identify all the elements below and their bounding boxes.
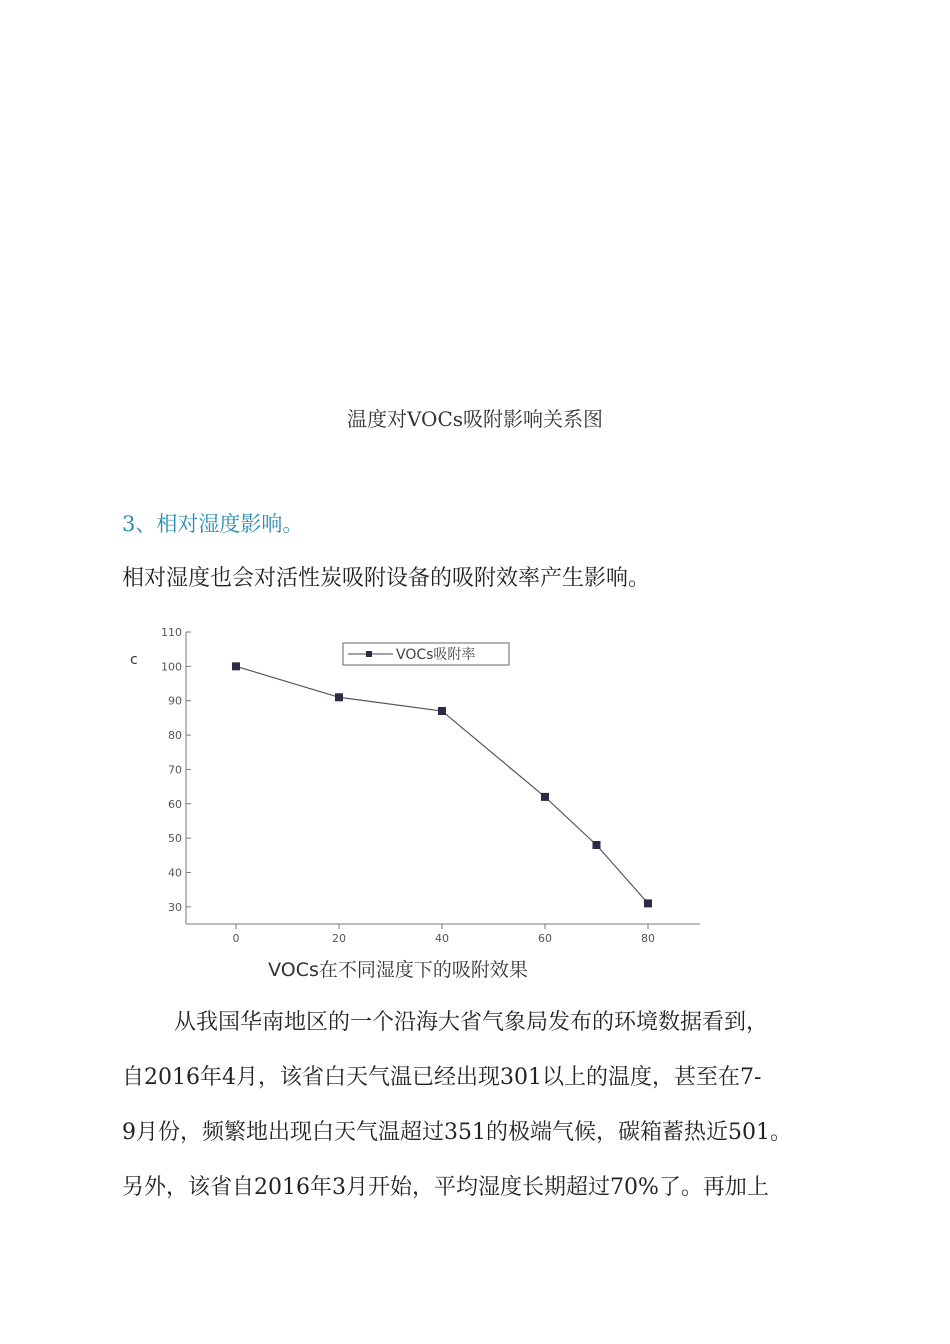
data-point xyxy=(593,841,601,849)
legend xyxy=(343,643,509,665)
paragraph-line-2: 自2016年4月，该省白天气温已经出现301以上的温度，甚至在7- xyxy=(122,1065,762,1090)
chart-caption: VOCs在不同湿度下的吸附效果 xyxy=(268,959,528,978)
section-heading: 3、相对湿度影响。 xyxy=(122,512,304,536)
x-tick-label: 0 xyxy=(232,932,240,945)
figure-caption-temperature: 温度对VOCs吸附影响关系图 xyxy=(346,407,604,431)
y-tick-label: 80 xyxy=(168,729,182,743)
stray-mark: c xyxy=(130,652,138,668)
y-tick-label: 30 xyxy=(168,900,182,914)
x-tick-label: 60 xyxy=(538,932,552,945)
y-tick-label: 70 xyxy=(168,763,182,777)
x-tick-label: 20 xyxy=(332,932,346,945)
y-tick-label: 100 xyxy=(161,660,182,674)
data-point xyxy=(335,693,343,701)
y-tick-label: 60 xyxy=(168,797,182,811)
legend-label: VOCs吸附率 xyxy=(396,647,476,663)
legend-marker xyxy=(366,651,372,657)
intro-sentence: 相对湿度也会对活性炭吸附设备的吸附效率产生影响。 xyxy=(122,566,651,591)
y-tick-label: 90 xyxy=(168,694,182,708)
y-tick-label: 110 xyxy=(161,626,182,639)
x-tick-label: 40 xyxy=(435,932,449,945)
data-point xyxy=(232,662,240,670)
data-point xyxy=(541,793,549,801)
paragraph-line-1: 从我国华南地区的一个沿海大省气象局发布的环境数据看到， xyxy=(174,1010,769,1035)
paragraph-line-4: 另外，该省自2016年3月开始，平均湿度长期超过70%了。再加上 xyxy=(122,1175,769,1200)
chart-svg xyxy=(118,618,718,978)
humidity-chart xyxy=(118,618,718,978)
y-tick-label: 40 xyxy=(168,866,182,880)
series-line xyxy=(236,666,648,903)
body-paragraph xyxy=(122,995,842,1215)
data-point xyxy=(438,707,446,715)
paragraph-line-3: 9月份，频繁地出现白天气温超过351的极端气候，碳箱蓄热近501。 xyxy=(122,1120,792,1145)
y-tick-label: 50 xyxy=(168,832,182,846)
x-tick-label: 80 xyxy=(641,932,655,945)
data-point xyxy=(644,899,652,907)
